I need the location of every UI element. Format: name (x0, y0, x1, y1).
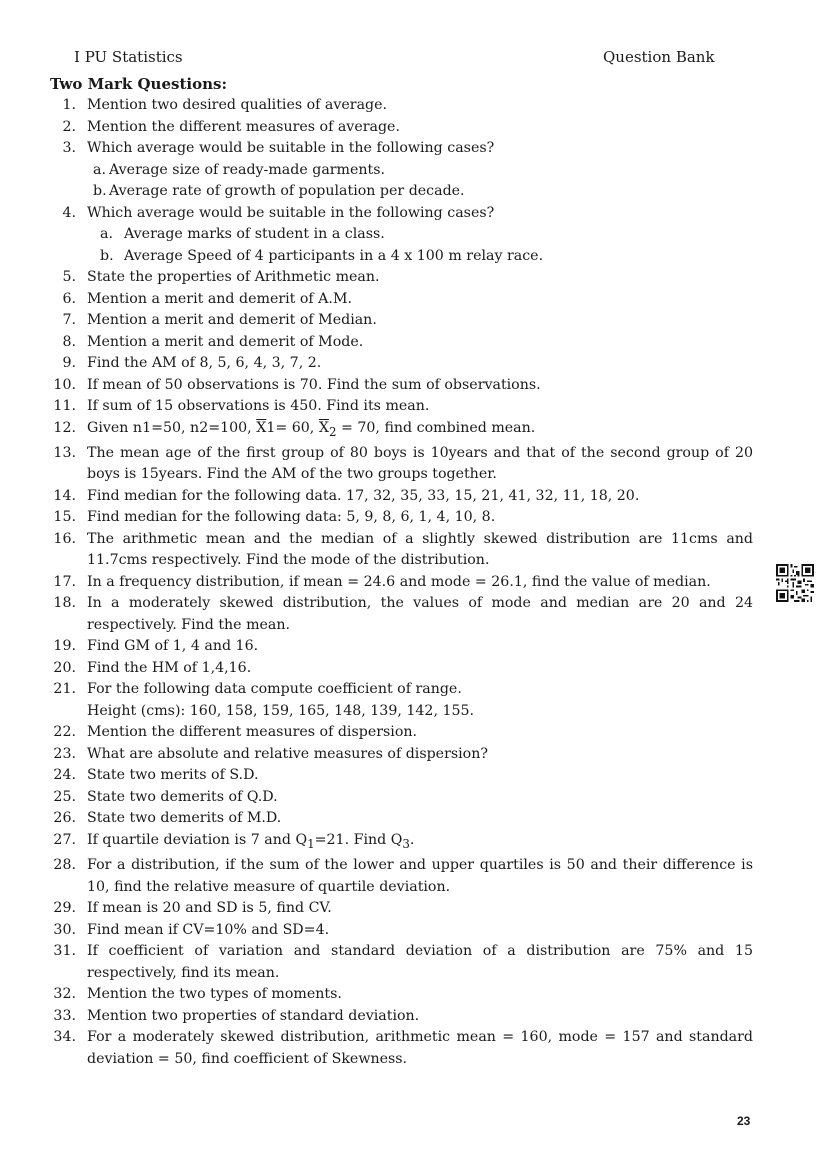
sub-question-text: Average marks of student in a class. (124, 226, 385, 242)
question-number: 32. (53, 986, 76, 1003)
question-item (40, 95, 753, 117)
sub-question (40, 160, 753, 182)
question-item (40, 443, 753, 486)
question-item (40, 658, 753, 680)
page-number: 23 (737, 1114, 751, 1128)
question-text: Mention a merit and demerit of A.M. (87, 290, 352, 307)
question-number: 4. (62, 204, 76, 221)
question-item (40, 486, 753, 508)
question-text: Which average would be suitable in the following cases? (87, 140, 495, 156)
question-list (40, 95, 753, 1070)
question-text: Mention the different measures of dispersion. (87, 724, 418, 741)
sub-question-text: Average rate of growth of population per decade. (109, 183, 465, 199)
question-text: Find GM of 1, 4 and 16. (87, 638, 259, 655)
question-number: 21. (53, 681, 76, 698)
sub-question (40, 181, 753, 203)
question-text: State two demerits of Q.D. (87, 788, 278, 805)
question-number: 3. (62, 140, 76, 156)
question-number: 31. (53, 943, 76, 960)
question-number: 13. (53, 444, 76, 461)
question-text: Mention a merit and demerit of Median. (87, 312, 377, 328)
question-text-part: =21. Find Q (314, 831, 403, 848)
question-text: Find median for the following data. 17, 32, 35, 33, 15, 21, 41, 32, 11, 18, 20. (87, 487, 640, 504)
question-item (40, 507, 753, 529)
header-doc-type: Question Bank (603, 48, 715, 66)
question-item (40, 203, 753, 225)
question-number: 28. (53, 857, 76, 874)
question-text-part: For the following data compute coefficient of range. (87, 681, 462, 698)
question-item (40, 572, 753, 594)
question-item (40, 898, 753, 920)
question-text: Which average would be suitable in the following cases? (87, 204, 495, 221)
question-number: 26. (53, 810, 76, 827)
question-text: The arithmetic mean and the median of a slightly skewed distribution are 11cms and 11.7cms respectively. Find the mode of the distribution. (87, 530, 753, 569)
question-number: 18. (53, 595, 76, 612)
question-item (40, 289, 753, 311)
question-number: 16. (53, 530, 76, 547)
question-item (40, 267, 753, 289)
question-text: Mention two properties of standard deviation. (87, 1007, 420, 1024)
question-item (40, 941, 753, 984)
question-number: 20. (53, 659, 76, 676)
question-number: 17. (53, 573, 76, 590)
sub-question (40, 224, 753, 246)
question-data-line: Height (cms): 160, 158, 159, 165, 148, 139, 142, 155. (87, 702, 475, 719)
question-item (40, 830, 753, 855)
question-text: Find the HM of 1,4,16. (87, 659, 252, 676)
question-item (40, 396, 753, 418)
sub-question-label: a. (93, 161, 106, 178)
question-item (40, 1027, 753, 1070)
question-number: 11. (53, 398, 76, 414)
header-subject: I PU Statistics (74, 48, 183, 66)
question-item (40, 117, 753, 139)
subscript: 3 (402, 836, 410, 851)
section-title: Two Mark Questions: (50, 75, 227, 93)
question-text-part: = 70, find combined mean. (336, 419, 536, 436)
question-number: 22. (53, 724, 76, 741)
question-text: Find median for the following data: 5, 9, 8, 6, 1, 4, 10, 8. (87, 509, 496, 526)
x-bar-symbol: $\overline{X}$ (256, 419, 267, 436)
sub-question-label: b. (93, 183, 107, 199)
question-number: 30. (53, 921, 76, 938)
question-item (40, 744, 753, 766)
question-number: 27. (53, 831, 76, 848)
question-number: 33. (53, 1007, 76, 1024)
subscript: 1 (307, 836, 315, 851)
question-number: 15. (53, 509, 76, 526)
question-text: State two demerits of M.D. (87, 810, 282, 827)
question-item (40, 138, 753, 160)
question-text: Mention two desired qualities of average. (87, 97, 388, 113)
question-text: In a frequency distribution, if mean = 24.6 and mode = 26.1, find the value of median. (87, 573, 711, 590)
subscript: 2 (328, 424, 337, 439)
question-number: 1. (62, 97, 76, 113)
question-item (40, 375, 753, 397)
question-item (40, 1006, 753, 1028)
question-text (87, 830, 753, 855)
question-text: Mention the different measures of average. (87, 118, 400, 135)
question-number: 7. (62, 312, 76, 328)
question-text-part: Given n1=50, n2=100, (87, 419, 257, 436)
question-number: 34. (53, 1029, 76, 1046)
sub-question-text: Average Speed of 4 participants in a 4 x 100 m relay race. (124, 247, 544, 264)
question-number: 23. (53, 745, 76, 762)
question-text (87, 418, 753, 443)
question-text (87, 679, 753, 722)
question-text: For a moderately skewed distribution, arithmetic mean = 160, mode = 157 and standard deviation = 50, find coefficient of Skewness. (87, 1029, 753, 1067)
sub-question-label: a. (100, 226, 113, 242)
question-text: In a moderately skewed distribution, the values of mode and median are 20 and 24 respectively. Find the mean. (87, 595, 753, 633)
question-item (40, 679, 753, 722)
question-number: 5. (62, 269, 76, 285)
question-item (40, 765, 753, 787)
question-text: For a distribution, if the sum of the lower and upper quartiles is 50 and their difference is 10, find the relative measure of quartile deviation. (87, 857, 753, 895)
question-text: If mean of 50 observations is 70. Find the sum of observations. (87, 376, 541, 393)
question-text: What are absolute and relative measures of dispersion? (87, 745, 488, 762)
question-item (40, 984, 753, 1006)
question-item (40, 787, 753, 809)
question-text: Mention a merit and demerit of Mode. (87, 333, 364, 350)
question-text: Find mean if CV=10% and SD=4. (87, 921, 330, 938)
question-item (40, 920, 753, 942)
question-number: 6. (62, 290, 76, 307)
question-item (40, 808, 753, 830)
sub-question-text: Average size of ready-made garments. (109, 161, 386, 178)
question-item (40, 855, 753, 898)
question-text: If mean is 20 and SD is 5, find CV. (87, 900, 332, 917)
question-text-part: . (409, 831, 415, 848)
question-item (40, 418, 753, 443)
question-text: If coefficient of variation and standard deviation of a distribution are 75% and 15 respectively, find its mean. (87, 943, 753, 981)
question-number: 2. (62, 118, 76, 135)
question-number: 8. (62, 333, 76, 350)
question-text: Find the AM of 8, 5, 6, 4, 3, 7, 2. (87, 355, 322, 371)
question-item (40, 722, 753, 744)
question-number: 25. (53, 788, 76, 805)
question-text: State two merits of S.D. (87, 767, 259, 784)
question-number: 14. (53, 487, 76, 504)
question-item (40, 529, 753, 572)
question-number: 19. (53, 638, 76, 655)
question-text: Mention the two types of moments. (87, 986, 342, 1003)
question-text: State the properties of Arithmetic mean. (87, 269, 380, 285)
question-item (40, 353, 753, 375)
question-text-part: 1= 60, (266, 419, 319, 436)
question-item (40, 636, 753, 658)
sub-question-label: b. (100, 247, 114, 264)
question-item (40, 593, 753, 636)
question-text: If sum of 15 observations is 450. Find its mean. (87, 398, 430, 414)
x-bar-symbol: $\overline{X}$ (318, 419, 329, 436)
question-item (40, 310, 753, 332)
question-number: 10. (53, 376, 76, 393)
question-item (40, 332, 753, 354)
question-text-part: If quartile deviation is 7 and Q (87, 831, 308, 848)
question-text: The mean age of the first group of 80 boys is 10years and that of the second group of 20 boys is 15years. Find the AM of the two groups together. (87, 444, 753, 483)
sub-question (40, 246, 753, 268)
question-number: 12. (53, 419, 76, 436)
question-number: 24. (53, 767, 76, 784)
question-number: 9. (62, 355, 76, 371)
question-number: 29. (53, 900, 76, 917)
qr-code-icon[interactable] (776, 564, 814, 602)
